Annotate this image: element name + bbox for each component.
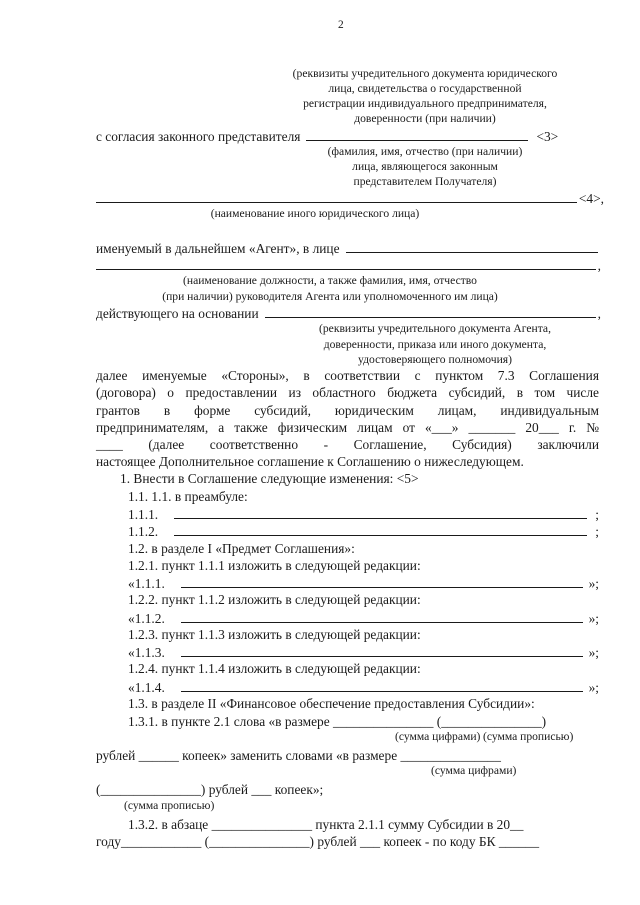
item-1-1-2-label: 1.1.2. [128, 524, 159, 539]
caption-sum-digits: (сумма цифрами) [395, 730, 481, 743]
agent-row [96, 241, 600, 255]
agent-label: именуемый в дальнейшем «Агент», в лице [96, 241, 340, 256]
comma: , [597, 306, 601, 321]
caption-founding-document [250, 68, 600, 128]
item-1-2-1: 1.2.1. пункт 1.1.1 изложить в следующей редакции: [128, 558, 421, 573]
paragraph-line: далее именуемые «Стороны», в соответствии с пунктом 7.3 Соглашения [96, 368, 599, 383]
closing-quote: »; [588, 611, 599, 626]
caption-line: (фамилия, имя, отчество (при наличии) [327, 145, 523, 158]
caption-line: доверенности (при наличии) [354, 112, 496, 125]
paragraph-line: настоящее Дополнительное соглашение к Соглашению о нижеследующем. [96, 454, 524, 469]
quote-1-1-1-row [128, 576, 599, 590]
caption-other-entity: (наименование иного юридического лица) [210, 207, 420, 220]
closing-quote: »; [588, 680, 599, 695]
quote-1-1-1-label: «1.1.1. [128, 576, 165, 591]
item-1-1-2-field[interactable] [174, 524, 587, 536]
replace-rubles-line: рублей ______ копеек» заменить словами «в размере _______________ [96, 748, 501, 763]
item-1-3: 1.3. в разделе II «Финансовое обеспечение предоставления Субсидии»: [128, 696, 535, 711]
footnote-ref: <4>, [578, 191, 604, 206]
caption-sum-digits-2: (сумма цифрами) [431, 764, 517, 777]
semicolon: ; [595, 507, 599, 522]
basis-label: действующего на основании [96, 306, 259, 321]
item-1-1-1-field[interactable] [174, 507, 587, 519]
basis-row [96, 306, 601, 320]
legal-representative-label: с согласия законного представителя [96, 129, 301, 144]
caption-agent-representative [120, 275, 540, 307]
quote-1-1-2-row [128, 611, 599, 625]
agent-representative-field[interactable] [346, 241, 598, 253]
legal-representative-field[interactable] [306, 129, 528, 141]
caption-line: (реквизиты учредительного документа Агента, [319, 322, 551, 335]
quote-1-1-4-label: «1.1.4. [128, 680, 165, 695]
caption-line: (наименование должности, а также фамилия, имя, отчество [183, 274, 477, 287]
semicolon: ; [595, 524, 599, 539]
closing-quote: »; [588, 576, 599, 591]
caption-line: регистрации индивидуального предпринимателя, [303, 97, 547, 110]
page-number: 2 [338, 19, 344, 31]
legal-representative-row [96, 129, 600, 143]
caption-representative [260, 146, 590, 191]
rubles-in-words-line: (_______________) рублей ___ копеек»; [96, 782, 324, 797]
item-1-2-2: 1.2.2. пункт 1.1.2 изложить в следующей редакции: [128, 592, 421, 607]
caption-line: удостоверяющего полномочия) [358, 353, 512, 366]
paragraph-line: (договора) о предоставлении из областного бюджета субсидий, в том числе [96, 385, 599, 400]
other-entity-field[interactable] [96, 191, 577, 203]
caption-basis [270, 323, 600, 370]
caption-line: доверенности, приказа или иного документа, [323, 337, 547, 351]
other-entity-row [96, 191, 604, 205]
item-1-1-2-row [128, 524, 599, 538]
basis-field[interactable] [265, 306, 596, 318]
quote-1-1-1-field[interactable] [181, 576, 583, 588]
item-1-1-1-row [128, 507, 599, 521]
item-1-2: 1.2. в разделе I «Предмет Соглашения»: [128, 541, 355, 556]
item-1-1-1-label: 1.1.1. [128, 507, 159, 522]
year-amount-line: году____________ (_______________) рублей ___ копеек - по коду БК ______ [96, 834, 540, 849]
item-1-2-4: 1.2.4. пункт 1.1.4 изложить в следующей редакции: [128, 661, 421, 676]
caption-line: (реквизиты учредительного документа юридического [292, 67, 558, 80]
quote-1-1-3-label: «1.1.3. [128, 645, 165, 660]
closing-quote: »; [588, 645, 599, 660]
item-1: 1. Внести в Соглашение следующие изменения: <5> [120, 471, 419, 486]
quote-1-1-4-row [128, 680, 599, 694]
item-1-1: 1.1. 1.1. в преамбуле: [128, 489, 248, 504]
footnote-ref: <3> [536, 129, 559, 144]
quote-1-1-2-label: «1.1.2. [128, 611, 165, 626]
quote-1-1-3-row [128, 645, 599, 659]
item-1-3-2: 1.3.2. в абзаце _______________ пункта 2.1.1 сумму Субсидии в 20__ [128, 817, 524, 832]
quote-1-1-2-field[interactable] [181, 611, 583, 623]
quote-1-1-4-field[interactable] [181, 680, 583, 692]
caption-sum-words: (сумма прописью) [483, 730, 574, 743]
agent-row-2 [96, 258, 601, 272]
caption-line: лица, свидетельства о государственной [328, 82, 522, 95]
caption-sum-words-2: (сумма прописью) [124, 799, 215, 812]
item-1-2-3: 1.2.3. пункт 1.1.3 изложить в следующей редакции: [128, 627, 421, 642]
paragraph-line: ____ (далее соответственно - Соглашение, Субсидия) заключили [96, 437, 599, 452]
paragraph-line: предпринимателям, а также физическим лицам от «___» _______ 20___ г. № [96, 420, 599, 435]
caption-line: лица, являющегося законным [352, 160, 498, 173]
caption-line: (при наличии) руководителя Агента или уполномоченного им лица) [162, 290, 498, 303]
agent-representative-field-2[interactable] [96, 258, 596, 270]
comma: , [597, 258, 601, 273]
quote-1-1-3-field[interactable] [181, 645, 583, 657]
caption-line: представителем Получателя) [353, 175, 497, 188]
item-1-3-1: 1.3.1. в пункте 2.1 слова «в размере _______________ (_______________) [128, 714, 547, 729]
paragraph-line: грантов в форме субсидий, юридическим лицам, индивидуальным [96, 403, 599, 418]
